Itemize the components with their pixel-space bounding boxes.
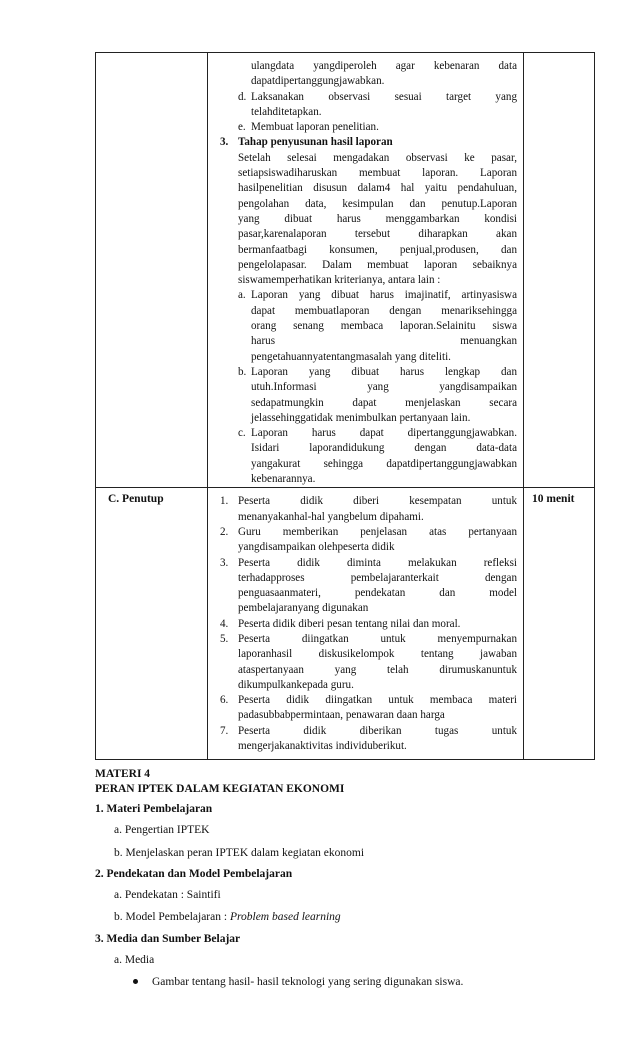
list-item-line: Isidari laporandidukung dengan data-data xyxy=(251,442,517,455)
list-item-line: Peserta didik diminta melakukan refleksi 3. xyxy=(214,556,517,571)
lesson-plan-table xyxy=(95,52,595,760)
list-item-line: jelassehinggatidak menimbulkan pertanyaan lain. xyxy=(251,411,471,424)
step-title: Tahap penyusunan hasil laporan xyxy=(238,136,393,149)
paragraph-line: pasar,karenalaporan tersebut diharapkan akan xyxy=(238,228,517,241)
list-item-line: padasubbabpermintaan, penawaran daan harga xyxy=(238,709,445,722)
list-item xyxy=(114,911,341,923)
list-item-line: sedapatmungkin dapat menjelaskan secara xyxy=(251,396,517,409)
list-item-line: penguasaanmateri, pendekatan dan model xyxy=(238,587,517,600)
activity-description-cell xyxy=(208,488,524,760)
list-item: b. Menjelaskan peran IPTEK dalam kegiatan ekonomi xyxy=(114,847,365,859)
list-item-line: menanyakanhal-hal yangbelum dipahami. xyxy=(238,510,424,523)
section-heading-media: 3. Media dan Sumber Belajar xyxy=(95,933,241,945)
model-name: Problem based learning xyxy=(229,911,341,923)
bullet-icon xyxy=(133,979,138,984)
list-item-line: dapat membuatlaporan dengan menariksehingga xyxy=(251,304,517,317)
list-item: a. Pendekatan : Saintifi xyxy=(114,889,221,901)
list-marker: b. xyxy=(238,365,247,378)
list-item-line: yangakurat sehingga dapatdipertanggungjawabkan xyxy=(251,457,517,470)
list-item-line: dikumpulkankepada guru. xyxy=(238,678,354,691)
list-marker: 7. xyxy=(220,724,229,737)
list-item-line: Membuat laporan penelitian. e. xyxy=(214,120,517,135)
table-row-penutup xyxy=(96,488,595,760)
list-item-line: orang senang membaca laporan.Selainitu siswa xyxy=(251,320,517,333)
paragraph-line: bermanfaatbagi konsumen, penjual,produsen, dan xyxy=(238,243,517,256)
list-marker: c. xyxy=(238,427,246,440)
list-marker: e. xyxy=(238,121,246,134)
section-label-cell xyxy=(96,488,208,760)
list-item-line: Peserta didik diberikan tugas untuk 7. xyxy=(214,724,517,739)
list-item-line: pembelajaranyang digunakan xyxy=(238,602,369,615)
list-marker: 6. xyxy=(220,694,229,707)
step-heading xyxy=(214,135,517,150)
list-item-line: Guru memberikan penjelasan atas pertanyaan 2. xyxy=(214,525,517,540)
list-item: a. Media xyxy=(114,954,155,966)
duration-cell xyxy=(524,53,595,488)
list-marker: 4. xyxy=(220,617,229,630)
duration-cell xyxy=(524,488,595,760)
list-item: a. Pengertian IPTEK xyxy=(114,824,210,836)
list-item-line: kebenarannya. xyxy=(251,473,316,486)
section-label-cell xyxy=(96,53,208,488)
list-marker: 3. xyxy=(220,556,229,569)
list-item-line: Laksanakan observasi sesuai target yang d. xyxy=(214,90,517,105)
list-item-line: harus menuangkan xyxy=(251,335,517,348)
list-item-line: mengerjakanaktivitas individuberikut. xyxy=(238,740,407,753)
list-item-line: pengetahuannyatentangmasalah yang diteliti. xyxy=(251,350,451,363)
list-item-line: Peserta didik diingatkan untuk membaca materi 6. xyxy=(214,693,517,708)
paragraph-line: hasilpenelitian disusun dalam4 hal yaitu pendahuluan, xyxy=(238,182,517,195)
list-item-prefix: b. Model Pembelajaran : xyxy=(114,911,230,923)
list-item-line: utuh.Informasi yang yangdisampaikan xyxy=(251,381,517,394)
list-item-line: laporanhasil diskusikelompok tentang jawaban xyxy=(238,648,517,661)
materi-heading: MATERI 4 xyxy=(95,768,151,780)
text-line: dapatdipertanggungjawabkan. xyxy=(251,75,385,88)
list-item-line: Laporan yang dibuat harus lengkap dan b. xyxy=(214,365,517,380)
list-marker: 2. xyxy=(220,525,229,538)
text-line: ulangdata yangdiperoleh agar kebenaran data xyxy=(251,60,517,72)
list-item-line: Peserta diingatkan untuk menyempurnakan 5. xyxy=(214,632,517,647)
paragraph-line: yang dibuat harus menggambarkan kondisi xyxy=(238,212,517,225)
paragraph-line: pengelolapasar. Dalam membuat laporan sebaiknya xyxy=(238,258,517,271)
paragraph-line: setiapsiswadiharuskan membuat laporan. Laporan xyxy=(238,167,517,180)
list-marker: d. xyxy=(238,90,247,103)
bullet-item xyxy=(133,976,463,988)
list-marker: 5. xyxy=(220,632,229,645)
table-row-core-activity xyxy=(96,53,595,488)
bullet-text: Gambar tentang hasil- hasil teknologi yang sering digunakan siswa. xyxy=(152,976,464,988)
list-marker: a. xyxy=(238,289,246,302)
list-item-line: terhadapproses pembelajaranterkait dengan xyxy=(238,571,517,584)
list-item-line: telahditetapkan. xyxy=(251,105,322,118)
step-number: 3. xyxy=(220,136,229,149)
list-item-line: ataspertanyaan yang telah dirumuskanuntuk xyxy=(238,663,517,676)
list-marker: 1. xyxy=(220,495,229,508)
duration-text: 10 menit xyxy=(532,493,575,506)
activity-description-cell xyxy=(208,53,524,488)
list-item-line: yangdisampaikan olehpeserta didik xyxy=(238,541,395,554)
section-label-penutup: C. Penutup xyxy=(108,493,164,506)
section-heading-materi-pembelajaran: 1. Materi Pembelajaran xyxy=(95,803,213,815)
list-item-line: Peserta didik diberi pesan tentang nilai dan moral. 4. xyxy=(214,617,517,632)
paragraph-line: Setelah selesai mengadakan observasi ke pasar, xyxy=(238,151,517,164)
list-item-line: Peserta didik diberi kesempatan untuk 1. xyxy=(214,494,517,509)
materi-title: PERAN IPTEK DALAM KEGIATAN EKONOMI xyxy=(95,783,345,795)
list-item-line: Laporan yang dibuat harus imajinatif, artinyasiswa a. xyxy=(214,288,517,303)
paragraph-line: siswamemperhatikan kriterianya, antara lain : xyxy=(238,274,441,287)
list-item-line: Laporan harus dapat dipertanggungjawabkan. c. xyxy=(214,426,517,441)
section-heading-pendekatan: 2. Pendekatan dan Model Pembelajaran xyxy=(95,868,293,880)
paragraph-line: pengolahan data, kesimpulan dan penutup.Laporan xyxy=(238,197,517,210)
